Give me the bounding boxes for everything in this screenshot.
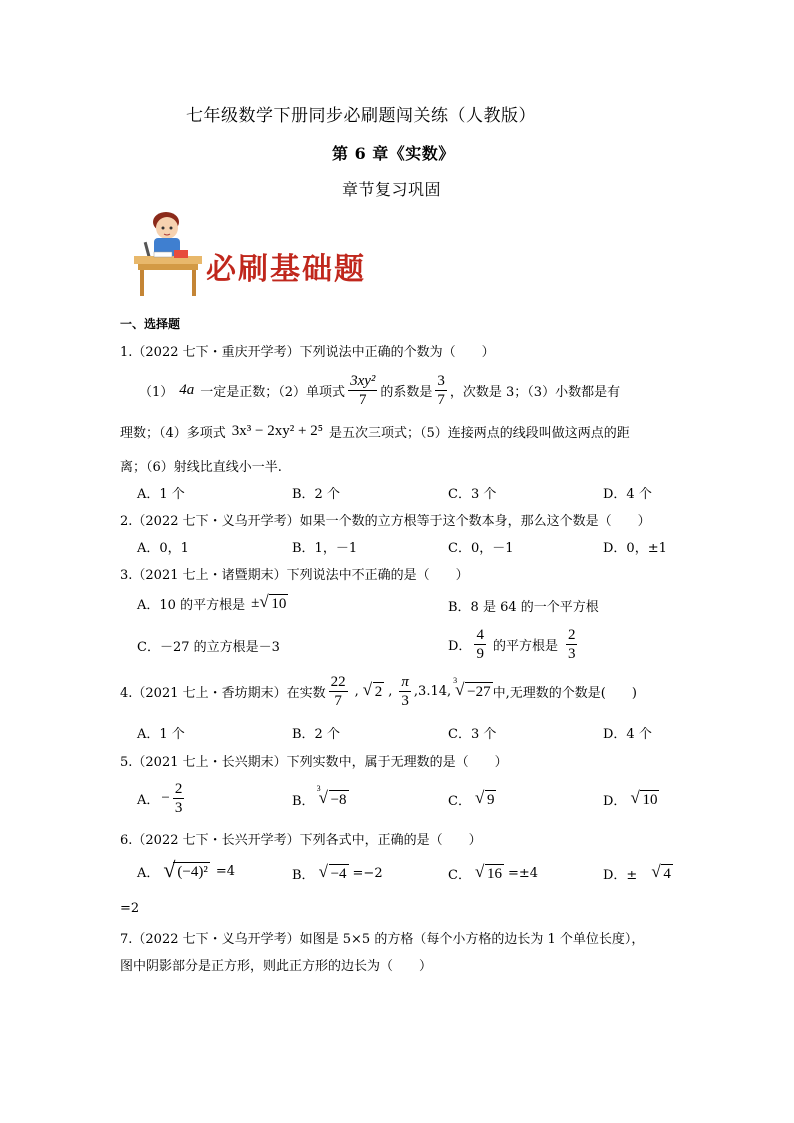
q5-option-a[interactable]: A． − $\frac{2}{3}$ xyxy=(137,781,183,816)
q3-option-b[interactable]: B．8 是 64 的一个平方根 xyxy=(448,600,599,615)
q4-stem-b: 中,无理数的个数是( ) xyxy=(492,686,637,701)
plus-minus-sign: ± xyxy=(251,595,260,611)
q3-option-a-text: A．10 的平方根是 xyxy=(137,598,246,613)
question-1-line-1 xyxy=(139,372,620,409)
q1-option-b[interactable]: B．2 个 xyxy=(292,487,340,502)
q6-option-b-label: B． xyxy=(292,868,315,883)
question-7-line-2: 图中阴影部分是正方形，则此正方形的边长为（ ） xyxy=(120,959,433,974)
q1-text-e: 理数；（4）多项式 xyxy=(120,426,226,441)
q1-text-b: 一定是正数；（2）单项式 xyxy=(200,385,346,400)
radicand: −8 xyxy=(330,792,347,808)
question-5-stem: 5.（2021 七上・长兴期末）下列实数中，属于无理数的是（ ） xyxy=(120,755,508,770)
student-studying-icon xyxy=(130,206,208,298)
q6-option-c-label: C． xyxy=(448,868,471,883)
fraction-denominator: 3 xyxy=(401,693,409,709)
fraction-2-over-3 xyxy=(566,626,578,663)
q4-option-a[interactable]: A．1 个 xyxy=(137,727,185,742)
polynomial-expression: 3x³ − 2xy² + 2⁵ xyxy=(231,423,323,439)
fraction-pi-over-3 xyxy=(399,673,411,710)
math-4a: 4a xyxy=(179,382,195,398)
q6-option-d-result: =2 xyxy=(120,901,140,916)
question-1-stem: 1.（2022 七下・重庆开学考）下列说法中正确的个数为（ ） xyxy=(120,345,495,360)
q3-option-d-label: D． xyxy=(448,639,472,654)
radicand: 10 xyxy=(271,596,287,612)
q5-option-d-label: D． xyxy=(603,794,627,809)
question-7-line-1: 7.（2022 七下・义乌开学考）如图是 5×5 的方格（每个小方格的边长为 1 个单位长度）， xyxy=(120,932,645,947)
q5-option-d[interactable] xyxy=(603,790,659,809)
cube-root-minus-8: 3 √ −8 xyxy=(316,784,347,808)
fraction-denominator: 7 xyxy=(334,693,342,709)
q2-option-d[interactable]: D．0，±1 xyxy=(603,541,667,556)
radicand: (−4)² xyxy=(173,862,209,881)
fraction-numerator: 3xy² xyxy=(350,373,376,389)
sqrt-16: √ 16 xyxy=(474,862,502,882)
q6-option-b-result: =−2 xyxy=(352,866,383,881)
q1-text-d: ，次数是 3；（3）小数都是有 xyxy=(449,385,621,400)
sqrt-2: √ 2 xyxy=(362,680,383,700)
chapter-title: 第 6 章《实数》 xyxy=(332,144,455,163)
sqrt-10: √ 10 xyxy=(259,592,287,612)
q5-option-c-label: C． xyxy=(448,794,471,809)
fraction-denominator: 7 xyxy=(358,392,367,408)
q1-text-f: 是五次三项式；（5）连接两点的线段叫做这两点的距 xyxy=(328,426,630,441)
radicand: −4 xyxy=(330,866,347,882)
fraction-2-over-3 xyxy=(173,780,185,817)
q5-option-a-label: A． xyxy=(137,793,160,808)
q2-option-a[interactable]: A．0，1 xyxy=(137,541,189,556)
question-4-stem: 4.（2021 七上・香坊期末）在实数 $\frac{22}{7}$ , √ 2 , $\frac{\pi}{3}$ ,3.14, 3 √ −27 中,无理数的个数是( ) xyxy=(120,674,637,709)
q1-option-a[interactable]: A．1 个 xyxy=(137,487,185,502)
cube-root-minus-27: 3 √ −27 xyxy=(453,676,491,700)
fraction-denominator: 3 xyxy=(174,800,183,816)
radicand: 2 xyxy=(374,684,383,700)
fraction-4-over-9 xyxy=(474,626,486,663)
sqrt-minus-4: √ −4 xyxy=(318,862,347,882)
sqrt-10: √ 10 xyxy=(630,788,658,808)
q3-option-d[interactable] xyxy=(448,626,580,663)
fraction-numerator: 2 xyxy=(174,781,183,797)
q6-option-a[interactable] xyxy=(137,857,236,882)
fraction-numerator: 4 xyxy=(476,627,484,643)
q1-item-1-label: （1） xyxy=(139,385,174,400)
fraction-numerator: 3 xyxy=(437,373,445,389)
q6-option-d-label: D．± xyxy=(603,868,638,883)
q4-mid-text: ,3.14, xyxy=(413,684,452,699)
q4-option-b[interactable]: B．2 个 xyxy=(292,727,340,742)
fraction-3xy2-over-7 xyxy=(348,372,377,409)
fraction-denominator: 3 xyxy=(567,646,576,662)
q4-stem-a: 4.（2021 七上・香坊期末）在实数 xyxy=(120,686,326,701)
q5-option-b[interactable] xyxy=(292,784,349,809)
q6-option-a-label: A． xyxy=(137,866,160,881)
document-title: 七年级数学下册同步必刷题闯关练（人教版） xyxy=(186,106,536,126)
sqrt-9: √ 9 xyxy=(474,788,495,808)
radicand: 16 xyxy=(486,866,502,882)
question-6-stem: 6.（2022 七下・长兴开学考）下列各式中，正确的是（ ） xyxy=(120,833,482,848)
banner-title: 必刷基础题 xyxy=(206,252,366,287)
sqrt-neg4-squared: √ (−4)² xyxy=(163,857,208,882)
q6-option-a-result: =4 xyxy=(215,864,236,879)
fraction-numerator: π xyxy=(401,674,409,690)
q3-option-a[interactable] xyxy=(137,594,288,613)
radicand: 10 xyxy=(642,792,658,808)
q4-option-d[interactable]: D．4 个 xyxy=(603,727,652,742)
q1-option-d[interactable]: D．4 个 xyxy=(603,487,652,502)
question-2-stem: 2.（2022 七下・义乌开学考）如果一个数的立方根等于这个数本身，那么这个数是（ ） xyxy=(120,514,651,529)
q1-option-c[interactable]: C．3 个 xyxy=(448,487,497,502)
q6-option-b[interactable] xyxy=(292,864,383,883)
q6-option-c-result: =±4 xyxy=(507,866,539,881)
q5-option-b-label: B． xyxy=(292,794,315,809)
q4-option-c[interactable]: C．3 个 xyxy=(448,727,497,742)
q3-option-d-text: 的平方根是 xyxy=(492,639,558,654)
fraction-22-over-7 xyxy=(329,673,348,710)
sqrt-4: √ 4 xyxy=(651,862,671,882)
q2-option-c[interactable]: C．0，－1 xyxy=(448,541,514,556)
fraction-numerator: 2 xyxy=(567,627,576,643)
q2-option-b[interactable]: B．1，－1 xyxy=(292,541,358,556)
question-1-line-3: 离；（6）射线比直线小一半. xyxy=(120,460,282,475)
radicand: 9 xyxy=(486,792,495,808)
question-3-stem: 3.（2021 七上・诸暨期末）下列说法中不正确的是（ ） xyxy=(120,568,469,583)
radicand: 4 xyxy=(663,866,671,882)
section-title: 章节复习巩固 xyxy=(342,180,442,199)
fraction-numerator: 22 xyxy=(330,674,346,690)
q6-option-d[interactable] xyxy=(603,864,673,883)
section-heading: 一、选择题 xyxy=(120,317,181,331)
q1-text-c: 的系数是 xyxy=(380,385,433,400)
q6-option-c[interactable] xyxy=(448,864,538,883)
fraction-3-over-7 xyxy=(435,372,447,409)
q5-option-c[interactable] xyxy=(448,790,496,809)
q3-option-c[interactable]: C．－27 的立方根是－3 xyxy=(137,640,280,655)
fraction-denominator: 9 xyxy=(476,646,484,662)
radicand: −27 xyxy=(467,684,491,700)
question-1-line-2 xyxy=(120,422,630,441)
fraction-denominator: 7 xyxy=(437,392,445,408)
